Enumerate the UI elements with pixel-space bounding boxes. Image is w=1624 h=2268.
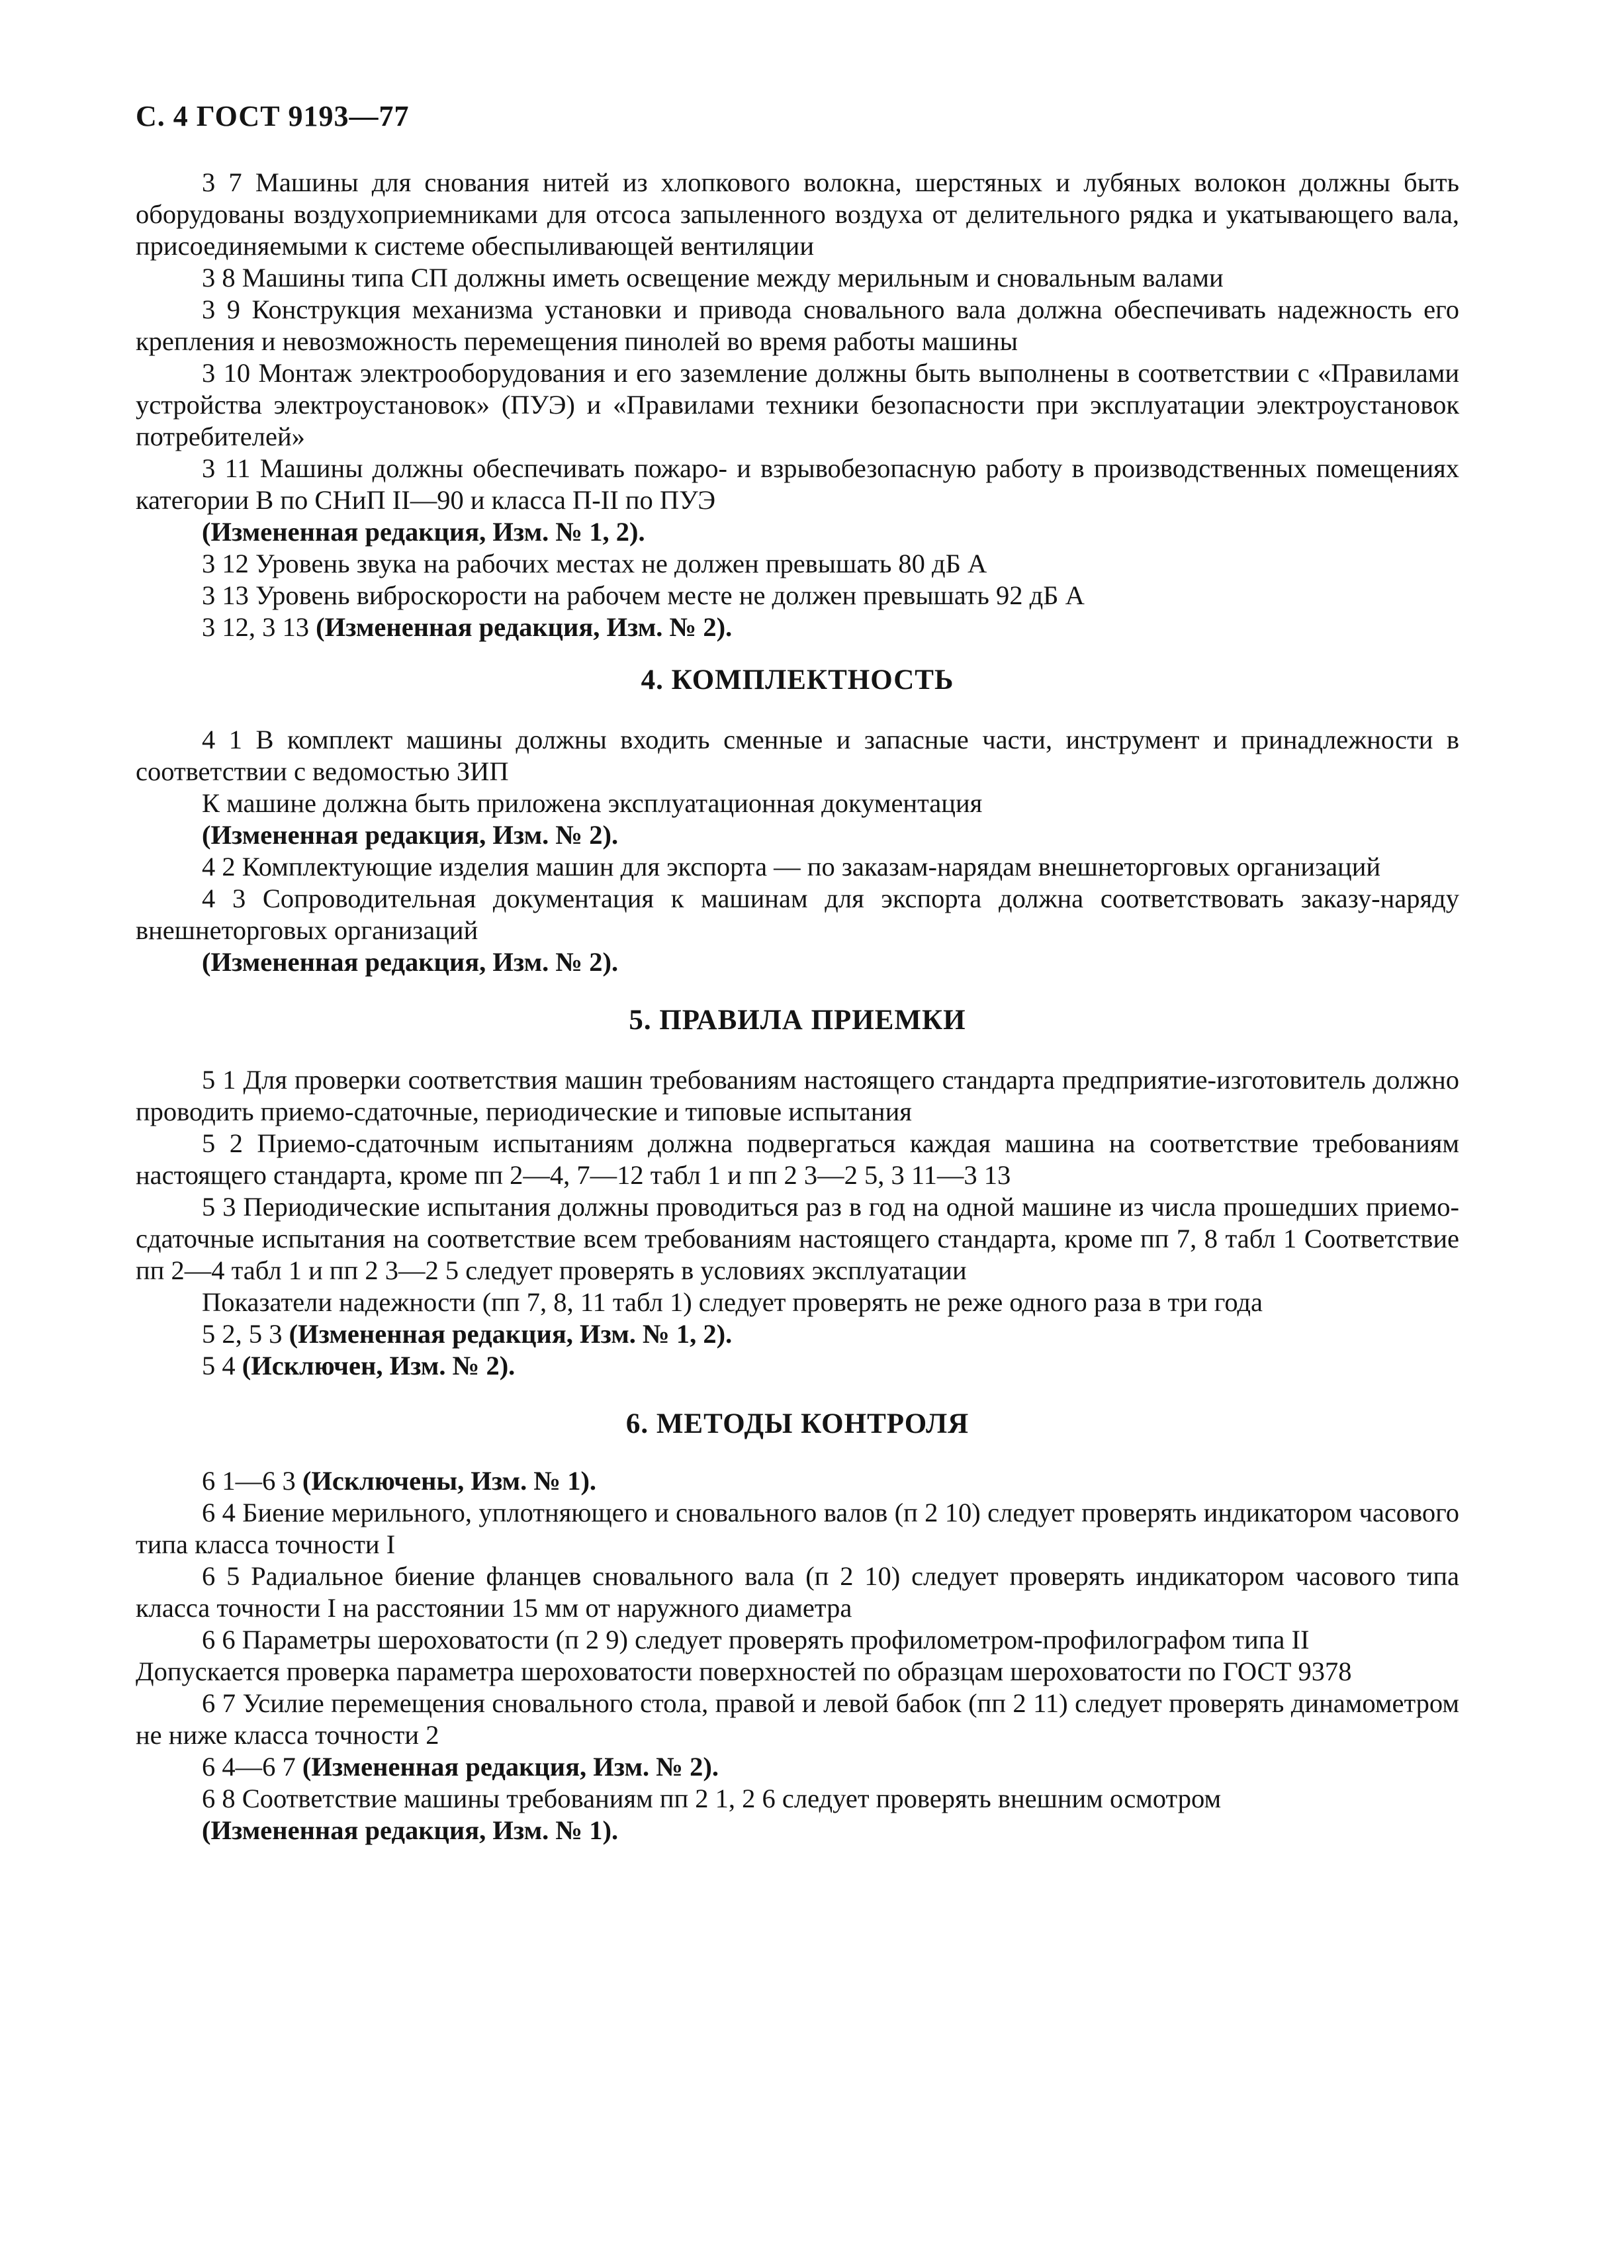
paragraph-4-3: 4 3 Сопроводительная документация к машинам для экспорта должна соответствовать заказу-наряду внешнеторговых организаций xyxy=(136,884,1459,945)
paragraph-3-7: 3 7 Машины для снования нитей из хлопкового волокна, шерстяных и лубяных волокон должны быть оборудованы воздухоприемниками для отсоса запыленного воздуха от делительного рядка и укатывающего вала, присоединяемыми к системе обеспыливающей вентиляции xyxy=(136,167,1459,261)
paragraph-4-1: 4 1 В комплект машины должны входить сменные и запасные части, инструмент и принадлежности в соответствии с ведомостью ЗИП xyxy=(136,725,1459,786)
paragraph-6-4: 6 4 Биение мерильного, уплотняющего и сновального валов (п 2 10) следует проверять индикатором часового типа класса точности I xyxy=(136,1498,1459,1559)
paragraph-ref: 6 1—6 3 xyxy=(202,1466,296,1496)
amendment-note: (Измененная редакция, Изм. № 2). xyxy=(302,1752,719,1782)
amendment-note: (Измененная редакция, Изм. № 2). xyxy=(202,820,619,850)
amendment-line xyxy=(136,1318,1459,1350)
paragraph-6-6: 6 6 Параметры шероховатости (п 2 9) следует проверять профилометром-профилографом типа II xyxy=(202,1625,1310,1655)
page-header: С. 4 ГОСТ 9193—77 xyxy=(136,100,410,132)
section-heading-5: 5. ПРАВИЛА ПРИЕМКИ xyxy=(629,1005,966,1036)
paragraph-5-4 xyxy=(136,1350,1459,1382)
amendment-note: (Исключен, Изм. № 2). xyxy=(242,1351,516,1381)
paragraph-6-6-b: Допускается проверка параметра шероховатости поверхностей по образцам шероховатости по ГОСТ 9378 xyxy=(136,1656,1352,1686)
paragraph-4-2: 4 2 Комплектующие изделия машин для экспорта — по заказам-нарядам внешнеторговых организаций xyxy=(202,852,1381,882)
paragraph-5-2: 5 2 Приемо-сдаточным испытаниям должна подвергаться каждая машина на соответствие требованиям настоящего стандарта, кроме пп 2—4, 7—12 табл 1 и пп 2 3—2 5, 3 11—3 13 xyxy=(136,1128,1459,1190)
paragraph-6-5: 6 5 Радиальное биение фланцев сновального вала (п 2 10) следует проверять индикатором часового типа класса точности I на расстоянии 15 мм от наружного диаметра xyxy=(136,1561,1459,1623)
amendment-note: (Измененная редакция, Изм. № 2). xyxy=(316,612,733,642)
paragraph-4-1-b: К машине должна быть приложена эксплуатационная документация xyxy=(202,788,983,818)
paragraph-3-11: 3 11 Машины должны обеспечивать пожаро- и взрывобезопасную работу в производственных помещениях категории В по СНиП II—90 и класса П-II по ПУЭ xyxy=(136,453,1459,515)
paragraph-3-12: 3 12 Уровень звука на рабочих местах не должен превышать 80 дБ А xyxy=(202,549,987,578)
paragraph-6-8: 6 8 Соответствие машины требованиям пп 2 1, 2 6 следует проверять внешним осмотром xyxy=(202,1784,1222,1813)
page-content xyxy=(136,167,1459,1846)
paragraph-5-1: 5 1 Для проверки соответствия машин требованиям настоящего стандарта предприятие-изготовитель должно проводить приемо-сдаточные, периодические и типовые испытания xyxy=(136,1065,1459,1126)
paragraph-6-1-6-3 xyxy=(136,1465,1459,1497)
amendment-ref: 5 2, 5 3 xyxy=(202,1319,283,1349)
amendment-line xyxy=(136,1751,1459,1783)
amendment-note: (Измененная редакция, Изм. № 1). xyxy=(202,1815,619,1845)
paragraph-6-7: 6 7 Усилие перемещения сновального стола, правой и левой бабок (пп 2 11) следует проверять динамометром не ниже класса точности 2 xyxy=(136,1688,1459,1750)
paragraph-3-13: 3 13 Уровень виброскорости на рабочем месте не должен превышать 92 дБ А xyxy=(202,580,1085,610)
paragraph-5-3: 5 3 Периодические испытания должны проводиться раз в год на одной машине из числа прошедших приемо-сдаточные испытания на соответствие всем требованиям настоящего стандарта, кроме пп 7, 8 табл 1 Соответствие пп 2—4 табл 1 и пп 2 3—2 5 следует проверять в условиях эксплуатации xyxy=(136,1192,1459,1285)
amendment-ref: 3 12, 3 13 xyxy=(202,612,309,642)
amendment-ref: 6 4—6 7 xyxy=(202,1752,296,1782)
paragraph-5-3-b: Показатели надежности (пп 7, 8, 11 табл 1) следует проверять не реже одного раза в три года xyxy=(202,1287,1263,1317)
amendment-line xyxy=(136,612,1459,643)
amendment-note: (Измененная редакция, Изм. № 1, 2). xyxy=(289,1319,733,1349)
amendment-note: (Исключены, Изм. № 1). xyxy=(302,1466,597,1496)
paragraph-3-8: 3 8 Машины типа СП должны иметь освещение между мерильным и сновальным валами xyxy=(202,263,1224,293)
amendment-note: (Измененная редакция, Изм. № 2). xyxy=(202,947,619,977)
paragraph-ref: 5 4 xyxy=(202,1351,236,1381)
section-heading-6: 6. МЕТОДЫ КОНТРОЛЯ xyxy=(625,1408,970,1439)
paragraph-3-9: 3 9 Конструкция механизма установки и привода сновального вала должна обеспечивать надежность его крепления и невозможность перемещения пинолей во время работы машины xyxy=(136,295,1459,356)
amendment-note: (Измененная редакция, Изм. № 1, 2). xyxy=(202,517,645,547)
section-heading-4: 4. КОМПЛЕКТНОСТЬ xyxy=(641,664,954,696)
paragraph-3-10: 3 10 Монтаж электрооборудования и его заземление должны быть выполнены в соответствии с «Правилами устройства электроустановок» (ПУЭ) и «Правилами техники безопасности при эксплуатации электроустановок потребителей» xyxy=(136,358,1459,451)
